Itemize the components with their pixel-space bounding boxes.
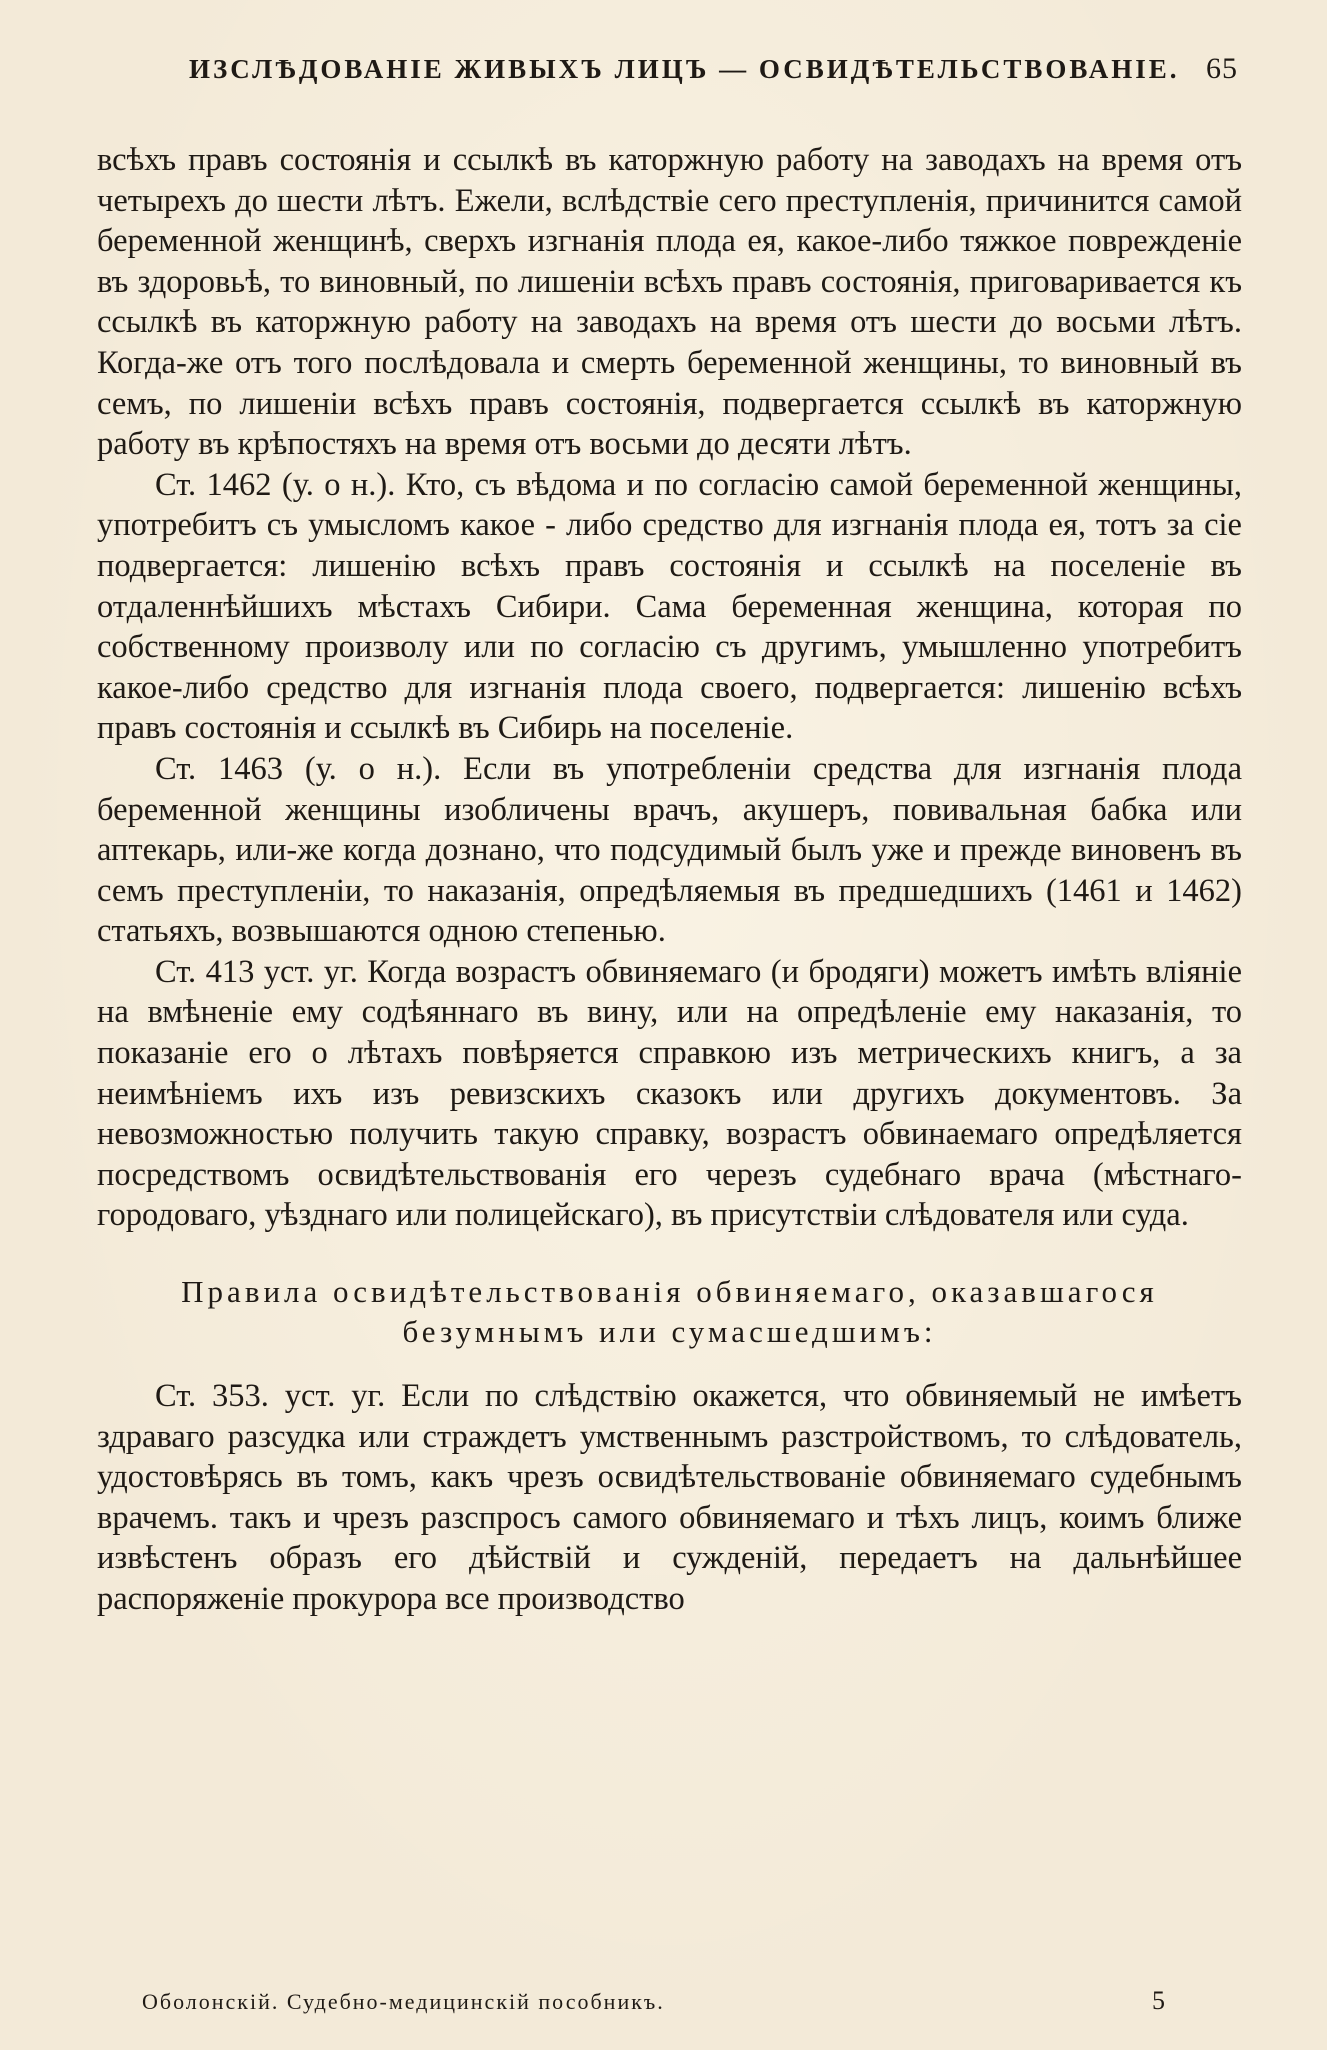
footer-signature-number: 5 [1152,1986,1167,2015]
footer-signature: Оболонскій. Судебно-медицинскій пособникъ. [142,1989,665,2014]
paragraph-article-1463: Ст. 1463 (у. о н.). Если въ употребленіи средства для изгнанія плода беременной женщины изобличены врачъ, акушеръ, повивальная бабка или аптекарь, или-же когда дознано, что подсудимый былъ уже и прежде виновенъ въ семъ преступленіи, то наказанія, опредѣляемыя въ предшедшихъ (1461 и 1462) статьяхъ, возвышаются одною степенью. [97,750,1242,950]
section-heading-line-2: безумнымъ или сумасшедшимъ: [402,1314,937,1350]
paragraph-continuation: всѣхъ правъ состоянія и ссылкѣ въ каторжную работу на заводахъ на время отъ четырехъ до шести лѣтъ. Ежели, вслѣдствіе сего преступленія, причинится самой беременной женщинѣ, сверхъ изгнанія плода ея, какое-либо тяжкое поврежденіе въ здоровьѣ, то виновный, по лишеніи всѣхъ правъ состоянія, приговаривается къ ссылкѣ въ каторжную работу на заводахъ на время отъ шести до восьми лѣтъ. Когда-же отъ того послѣдовала и смерть беременной женщины, то виновный въ семъ, по лишеніи всѣхъ правъ состоянія, подвергается ссылкѣ въ каторжную работу въ крѣпостяхъ на время отъ восьми до десяти лѣтъ. [97,142,1242,463]
page-footer [142,1986,1167,2016]
paragraph-article-413: Ст. 413 уст. уг. Когда возрастъ обвиняемаго (и бродяги) можетъ имѣть вліяніе на вмѣненіе ему содѣяннаго въ вину, или на опредѣленіе ему наказанія, то показаніе его о лѣтахъ повѣряется справкою изъ метрическихъ книгъ, а за неимѣніемъ ихъ изъ ревизскихъ сказокъ или другихъ документовъ. За невозможностью получить такую справку, возрастъ обвинаемаго опредѣляется посредствомъ освидѣтельствованія его черезъ судебнаго врача (мѣстнаго-городоваго, уѣзднаго или полицейскаго), въ присутствіи слѣдователя или суда. [97,953,1242,1234]
running-head-title: ИЗСЛѢДОВАНІЕ ЖИВЫХЪ ЛИЦЪ — ОСВИДѢТЕЛЬСТВОВАНІЕ. [189,54,1180,84]
paragraph-article-353: Ст. 353. уст. уг. Если по слѣдствію окажется, что обвиняемый не имѣетъ здраваго разсудка или страждетъ умственнымъ разстройствомъ, то слѣдователь, удостовѣрясь въ томъ, какъ чрезъ освидѣтельствованіе обвиняемаго судебнымъ врачемъ. такъ и чрезъ разспросъ самого обвиняемаго и тѣхъ лицъ, коимъ ближе извѣстенъ образъ его дѣйствій и сужденій, передаетъ на дальнѣйшее распоряженіе прокурора все производство [97,1378,1242,1617]
running-head [97,52,1242,96]
section-heading-line-1: Правила освидѣтельствованія обвиняемаго, оказавшагося [181,1274,1158,1310]
paragraph-article-1462: Ст. 1462 (у. о н.). Кто, съ вѣдома и по согласію самой беременной женщины, употребитъ съ умысломъ какое - либо средство для изгнанія плода ея, тотъ за сіе подвергается: лишенію всѣхъ правъ состоянія и ссылкѣ на поселеніе въ отдаленнѣйшихъ мѣстахъ Сибири. Сама беременная женщина, которая по собственному произволу или по согласію съ другимъ, умышленно употребитъ какое-либо средство для изгнанія плода своего, подвергается: лишенію всѣхъ правъ состоянія и ссылкѣ въ Сибирь на поселеніе. [97,466,1242,747]
section-heading [97,1272,1242,1352]
body-text [97,140,1242,1620]
page-number: 65 [1206,52,1238,85]
